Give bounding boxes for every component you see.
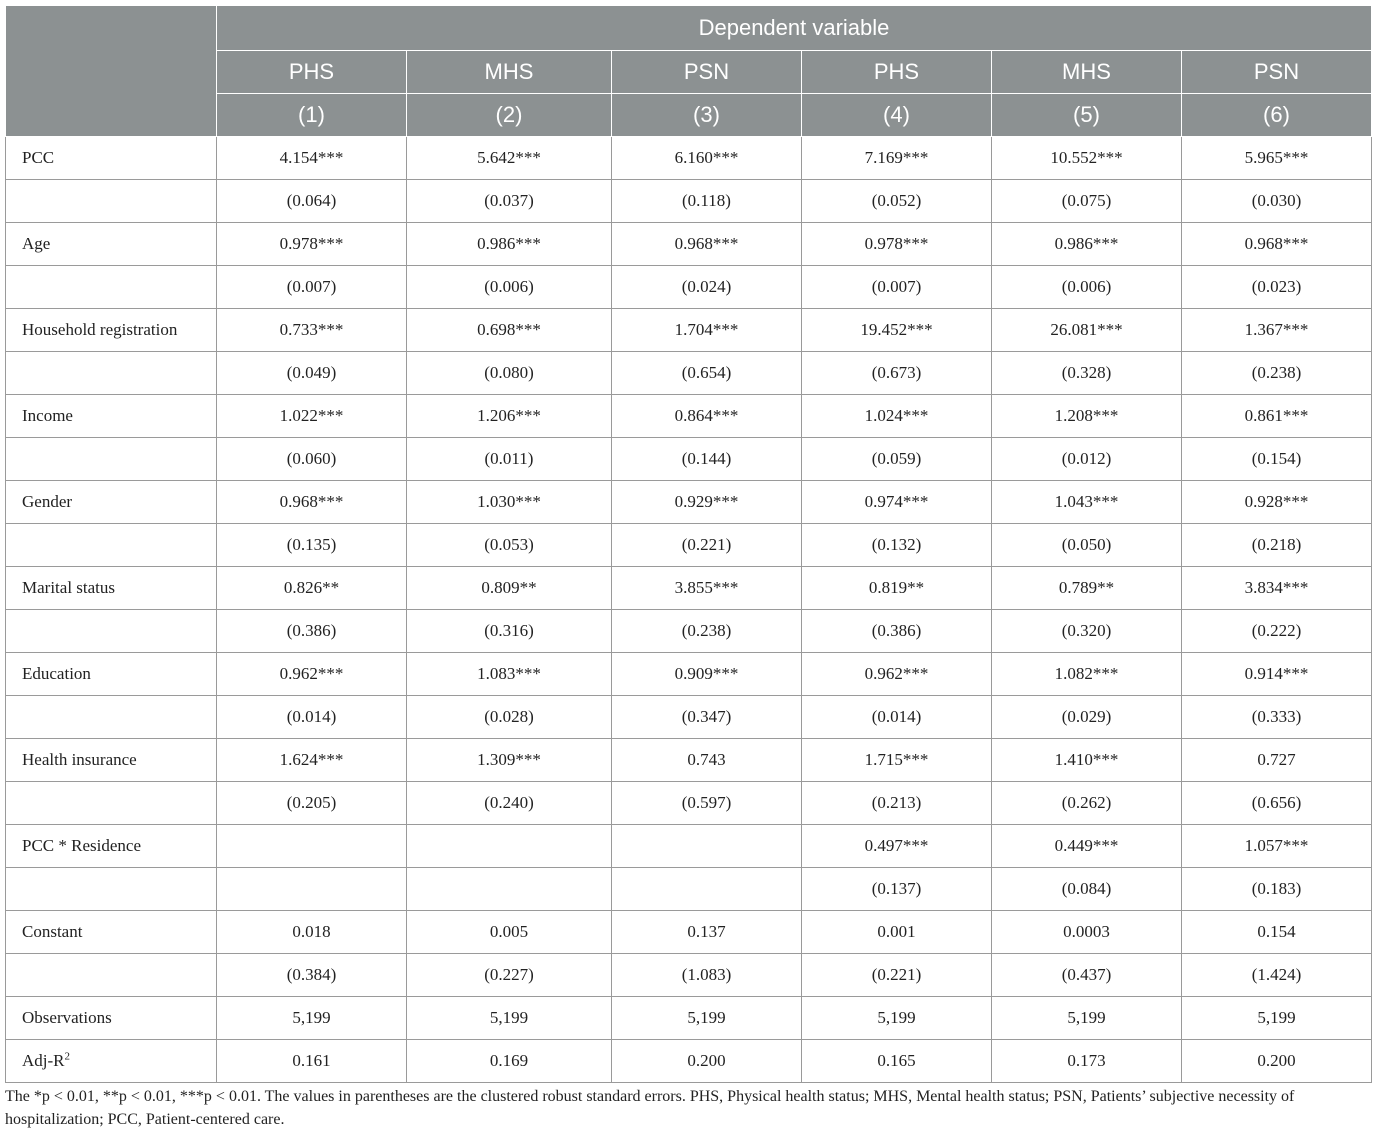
standard-error-cell: (0.218) — [1182, 524, 1372, 567]
column-header: PSN — [1182, 51, 1372, 94]
coefficient-cell: 0.929*** — [612, 481, 802, 524]
column-number: (2) — [407, 94, 612, 137]
coefficient-cell: 0.137 — [612, 911, 802, 954]
row-label: Observations — [6, 997, 217, 1040]
standard-error-cell: (0.386) — [217, 610, 407, 653]
row-label-blank — [6, 610, 217, 653]
coefficient-row — [6, 309, 1372, 352]
column-number: (5) — [992, 94, 1182, 137]
standard-error-row — [6, 868, 1372, 911]
column-number: (3) — [612, 94, 802, 137]
coefficient-cell: 0.968*** — [612, 223, 802, 266]
standard-error-cell: (0.597) — [612, 782, 802, 825]
adj-r2-row — [6, 1040, 1372, 1083]
regression-table-container — [5, 5, 1371, 1083]
standard-error-cell: (0.052) — [802, 180, 992, 223]
standard-error-cell: (0.014) — [802, 696, 992, 739]
row-label: Income — [6, 395, 217, 438]
coefficient-cell: 1.208*** — [992, 395, 1182, 438]
standard-error-cell: (0.024) — [612, 266, 802, 309]
standard-error-cell: (0.154) — [1182, 438, 1372, 481]
coefficient-row — [6, 653, 1372, 696]
column-number: (6) — [1182, 94, 1372, 137]
coefficient-cell: 0.809** — [407, 567, 612, 610]
column-header: PHS — [802, 51, 992, 94]
table-cell: 5,199 — [992, 997, 1182, 1040]
coefficient-cell — [612, 825, 802, 868]
standard-error-cell: (0.007) — [217, 266, 407, 309]
standard-error-cell: (0.007) — [802, 266, 992, 309]
standard-error-cell: (0.673) — [802, 352, 992, 395]
standard-error-cell: (1.083) — [612, 954, 802, 997]
standard-error-row — [6, 352, 1372, 395]
standard-error-row — [6, 782, 1372, 825]
coefficient-row — [6, 911, 1372, 954]
row-label-blank — [6, 868, 217, 911]
coefficient-cell: 0.497*** — [802, 825, 992, 868]
row-label: Education — [6, 653, 217, 696]
adj-r2-label: Adj-R — [22, 1051, 65, 1070]
coefficient-cell: 1.083*** — [407, 653, 612, 696]
table-cell: 0.161 — [217, 1040, 407, 1083]
standard-error-row — [6, 266, 1372, 309]
coefficient-cell: 0.861*** — [1182, 395, 1372, 438]
standard-error-cell: (0.135) — [217, 524, 407, 567]
coefficient-cell: 0.698*** — [407, 309, 612, 352]
standard-error-cell: (0.320) — [992, 610, 1182, 653]
coefficient-cell: 0.005 — [407, 911, 612, 954]
table-header — [6, 6, 1372, 137]
coefficient-cell: 0.968*** — [1182, 223, 1372, 266]
standard-error-cell: (0.137) — [802, 868, 992, 911]
standard-error-cell: (0.014) — [217, 696, 407, 739]
coefficient-cell: 1.624*** — [217, 739, 407, 782]
standard-error-row — [6, 610, 1372, 653]
coefficient-cell: 0.909*** — [612, 653, 802, 696]
standard-error-cell: (0.084) — [992, 868, 1182, 911]
coefficient-cell: 0.978*** — [217, 223, 407, 266]
standard-error-cell: (0.132) — [802, 524, 992, 567]
standard-error-cell: (0.037) — [407, 180, 612, 223]
coefficient-cell: 0.986*** — [407, 223, 612, 266]
superscript: 2 — [64, 1050, 70, 1063]
coefficient-cell: 0.733*** — [217, 309, 407, 352]
standard-error-cell — [217, 868, 407, 911]
standard-error-cell: (0.064) — [217, 180, 407, 223]
coefficient-cell: 1.057*** — [1182, 825, 1372, 868]
dependent-variable-header: Dependent variable — [217, 6, 1372, 51]
coefficient-cell: 0.0003 — [992, 911, 1182, 954]
row-label: Household registration — [6, 309, 217, 352]
coefficient-cell: 0.864*** — [612, 395, 802, 438]
coefficient-row — [6, 481, 1372, 524]
standard-error-cell: (0.316) — [407, 610, 612, 653]
standard-error-cell: (0.205) — [217, 782, 407, 825]
coefficient-cell: 0.962*** — [217, 653, 407, 696]
standard-error-cell: (0.012) — [992, 438, 1182, 481]
table-cell: 5,199 — [407, 997, 612, 1040]
standard-error-cell: (0.028) — [407, 696, 612, 739]
standard-error-cell — [407, 868, 612, 911]
coefficient-cell: 26.081*** — [992, 309, 1182, 352]
header-corner — [6, 6, 217, 137]
standard-error-row — [6, 180, 1372, 223]
row-label-blank — [6, 954, 217, 997]
standard-error-cell: (0.118) — [612, 180, 802, 223]
row-label-blank — [6, 524, 217, 567]
coefficient-cell: 7.169*** — [802, 137, 992, 180]
coefficient-row — [6, 567, 1372, 610]
coefficient-cell: 1.082*** — [992, 653, 1182, 696]
row-label: Marital status — [6, 567, 217, 610]
observations-row — [6, 997, 1372, 1040]
standard-error-cell: (0.011) — [407, 438, 612, 481]
coefficient-cell: 0.914*** — [1182, 653, 1372, 696]
column-number: (4) — [802, 94, 992, 137]
table-cell: 0.200 — [612, 1040, 802, 1083]
standard-error-cell: (0.144) — [612, 438, 802, 481]
standard-error-cell: (0.059) — [802, 438, 992, 481]
coefficient-cell: 1.030*** — [407, 481, 612, 524]
coefficient-cell: 0.978*** — [802, 223, 992, 266]
row-label-blank — [6, 180, 217, 223]
column-header: PSN — [612, 51, 802, 94]
row-label-blank — [6, 782, 217, 825]
regression-table — [5, 5, 1372, 1083]
standard-error-cell: (0.222) — [1182, 610, 1372, 653]
standard-error-cell: (0.023) — [1182, 266, 1372, 309]
table-cell: 5,199 — [612, 997, 802, 1040]
coefficient-cell: 0.986*** — [992, 223, 1182, 266]
standard-error-cell: (0.221) — [802, 954, 992, 997]
standard-error-cell: (0.030) — [1182, 180, 1372, 223]
row-label: Health insurance — [6, 739, 217, 782]
standard-error-cell: (0.238) — [612, 610, 802, 653]
coefficient-cell: 5.642*** — [407, 137, 612, 180]
standard-error-cell: (0.006) — [407, 266, 612, 309]
row-label-blank — [6, 266, 217, 309]
standard-error-row — [6, 696, 1372, 739]
coefficient-cell: 1.367*** — [1182, 309, 1372, 352]
standard-error-cell — [612, 868, 802, 911]
coefficient-cell: 1.704*** — [612, 309, 802, 352]
standard-error-cell: (1.424) — [1182, 954, 1372, 997]
coefficient-row — [6, 739, 1372, 782]
standard-error-cell: (0.437) — [992, 954, 1182, 997]
standard-error-cell: (0.328) — [992, 352, 1182, 395]
standard-error-cell: (0.050) — [992, 524, 1182, 567]
standard-error-cell: (0.053) — [407, 524, 612, 567]
standard-error-cell: (0.060) — [217, 438, 407, 481]
standard-error-cell: (0.221) — [612, 524, 802, 567]
standard-error-cell: (0.654) — [612, 352, 802, 395]
coefficient-cell: 1.410*** — [992, 739, 1182, 782]
row-label: Constant — [6, 911, 217, 954]
standard-error-cell: (0.238) — [1182, 352, 1372, 395]
standard-error-cell: (0.075) — [992, 180, 1182, 223]
coefficient-cell — [407, 825, 612, 868]
table-cell: 0.165 — [802, 1040, 992, 1083]
coefficient-cell: 4.154*** — [217, 137, 407, 180]
column-header: MHS — [992, 51, 1182, 94]
standard-error-cell: (0.656) — [1182, 782, 1372, 825]
coefficient-cell: 0.819** — [802, 567, 992, 610]
coefficient-cell: 1.043*** — [992, 481, 1182, 524]
column-header: PHS — [217, 51, 407, 94]
coefficient-cell: 0.974*** — [802, 481, 992, 524]
row-label-blank — [6, 438, 217, 481]
standard-error-cell: (0.386) — [802, 610, 992, 653]
table-cell: 5,199 — [802, 997, 992, 1040]
table-cell: 0.169 — [407, 1040, 612, 1083]
standard-error-cell: (0.029) — [992, 696, 1182, 739]
row-label-blank — [6, 352, 217, 395]
coefficient-row — [6, 395, 1372, 438]
standard-error-row — [6, 524, 1372, 567]
standard-error-row — [6, 954, 1372, 997]
table-footnote: The *p < 0.01, **p < 0.01, ***p < 0.01. The values in parentheses are the clustered robust standard errors. PHS, Physical health status; MHS, Mental health status; PSN, Patients’ subjective necessity of hospitalization; PCC, Patient-centered care. — [5, 1088, 1295, 1128]
coefficient-cell: 5.965*** — [1182, 137, 1372, 180]
coefficient-cell: 1.024*** — [802, 395, 992, 438]
coefficient-row — [6, 223, 1372, 266]
standard-error-cell: (0.333) — [1182, 696, 1372, 739]
table-cell: 0.200 — [1182, 1040, 1372, 1083]
coefficient-cell: 0.789** — [992, 567, 1182, 610]
standard-error-cell: (0.384) — [217, 954, 407, 997]
standard-error-cell: (0.049) — [217, 352, 407, 395]
coefficient-cell: 0.962*** — [802, 653, 992, 696]
coefficient-cell: 1.206*** — [407, 395, 612, 438]
coefficient-cell: 3.834*** — [1182, 567, 1372, 610]
coefficient-cell: 3.855*** — [612, 567, 802, 610]
table-cell: 0.173 — [992, 1040, 1182, 1083]
coefficient-cell: 0.001 — [802, 911, 992, 954]
coefficient-cell: 0.928*** — [1182, 481, 1372, 524]
row-label: PCC — [6, 137, 217, 180]
column-number: (1) — [217, 94, 407, 137]
standard-error-cell: (0.213) — [802, 782, 992, 825]
standard-error-cell: (0.240) — [407, 782, 612, 825]
coefficient-cell: 0.968*** — [217, 481, 407, 524]
standard-error-row — [6, 438, 1372, 481]
coefficient-cell: 1.309*** — [407, 739, 612, 782]
row-label: Gender — [6, 481, 217, 524]
coefficient-cell: 0.826** — [217, 567, 407, 610]
coefficient-cell: 0.727 — [1182, 739, 1372, 782]
coefficient-cell: 1.022*** — [217, 395, 407, 438]
row-label: Age — [6, 223, 217, 266]
table-cell: 5,199 — [1182, 997, 1372, 1040]
table-cell: 5,199 — [217, 997, 407, 1040]
table-body — [6, 137, 1372, 1083]
coefficient-row — [6, 825, 1372, 868]
coefficient-cell: 0.154 — [1182, 911, 1372, 954]
standard-error-cell: (0.227) — [407, 954, 612, 997]
standard-error-cell: (0.006) — [992, 266, 1182, 309]
standard-error-cell: (0.262) — [992, 782, 1182, 825]
coefficient-cell: 0.743 — [612, 739, 802, 782]
standard-error-cell: (0.183) — [1182, 868, 1372, 911]
coefficient-row — [6, 137, 1372, 180]
coefficient-cell: 19.452*** — [802, 309, 992, 352]
column-header: MHS — [407, 51, 612, 94]
coefficient-cell: 0.449*** — [992, 825, 1182, 868]
coefficient-cell: 0.018 — [217, 911, 407, 954]
row-label-blank — [6, 696, 217, 739]
standard-error-cell: (0.347) — [612, 696, 802, 739]
coefficient-cell: 6.160*** — [612, 137, 802, 180]
coefficient-cell — [217, 825, 407, 868]
standard-error-cell: (0.080) — [407, 352, 612, 395]
row-label — [6, 1040, 217, 1083]
row-label: PCC * Residence — [6, 825, 217, 868]
coefficient-cell: 10.552*** — [992, 137, 1182, 180]
coefficient-cell: 1.715*** — [802, 739, 992, 782]
